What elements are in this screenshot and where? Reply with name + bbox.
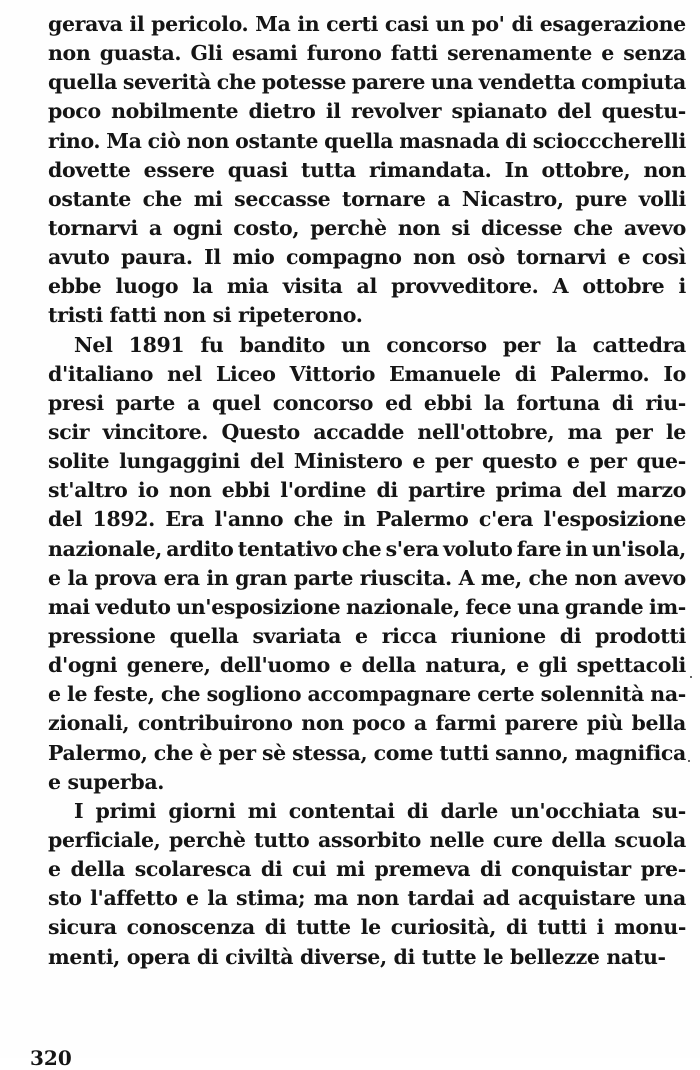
- text-line: avuto paura. Il mio compagno non osò tornarvi e così: [48, 245, 686, 270]
- text-line: e la prova era in gran parte riuscita. A me, che non avevo: [48, 565, 686, 590]
- paragraph: [48, 10, 686, 331]
- text-line: I primi giorni mi contentai di darle un'occhiata su-: [74, 798, 686, 823]
- text-line: d'ogni genere, dell'uomo e della natura, e gli spettacoli: [48, 653, 686, 678]
- text-line: ebbe luogo la mia visita al provveditore. A ottobre i: [48, 274, 686, 299]
- text-line: poco nobilmente dietro il revolver spianato del questu-: [48, 99, 686, 124]
- text-line: e le feste, che sogliono accompagnare certe solennità na-: [48, 682, 686, 707]
- page-body-text: [48, 10, 686, 972]
- text-line: gerava il pericolo. Ma in certi casi un po' di esagerazione: [48, 12, 686, 36]
- text-line: solite lungaggini del Ministero e per questo e per que-: [48, 449, 686, 474]
- text-line: non guasta. Gli esami furono fatti serenamente e senza: [48, 41, 686, 66]
- text-line: st'altro io non ebbi l'ordine di partire prima del marzo: [48, 478, 686, 503]
- text-line: quella severità che potesse parere una vendetta compiuta: [48, 70, 686, 95]
- scan-speck: [688, 760, 690, 762]
- text-line: nazionale, ardito tentativo che s'era voluto fare in un'isola,: [48, 536, 686, 561]
- text-line: presi parte a quel concorso ed ebbi la fortuna di riu-: [48, 390, 686, 415]
- text-line: sicura conoscenza di tutte le curiosità, di tutti i monu-: [48, 915, 686, 940]
- text-line: menti, opera di civiltà diverse, di tutte le bellezze natu-: [48, 944, 666, 969]
- scan-speck: [690, 676, 692, 678]
- text-line: pressione quella svariata e ricca riunione di prodotti: [48, 623, 686, 648]
- text-line: zionali, contribuirono non poco a farmi parere più bella: [48, 711, 686, 736]
- text-line: tornarvi a ogni costo, perchè non si dicesse che avevo: [48, 215, 686, 240]
- text-line: Nel 1891 fu bandito un concorso per la cattedra: [74, 332, 686, 357]
- text-line: perficiale, perchè tutto assorbito nelle cure della scuola: [48, 827, 686, 852]
- text-line: scir vincitore. Questo accadde nell'ottobre, ma per le: [48, 419, 686, 444]
- text-line: del 1892. Era l'anno che in Palermo c'era l'esposizione: [48, 507, 686, 532]
- text-line: Palermo, che è per sè stessa, come tutti sanno, magnifica: [48, 740, 686, 765]
- paragraph: [48, 331, 686, 797]
- text-line: ostante che mi seccasse tornare a Nicastro, pure volli: [48, 186, 686, 211]
- text-line: e superba.: [48, 769, 165, 794]
- text-line: sto l'affetto e la stima; ma non tardai ad acquistare una: [48, 886, 686, 911]
- text-line: rino. Ma ciò non ostante quella masnada di sciocccherelli: [48, 128, 686, 153]
- text-line: mai veduto un'esposizione nazionale, fece una grande im-: [48, 594, 686, 619]
- text-line: tristi fatti non si ripeterono.: [48, 303, 363, 328]
- paragraph: [48, 797, 686, 972]
- text-line: d'italiano nel Liceo Vittorio Emanuele di Palermo. Io: [48, 361, 686, 386]
- text-line: dovette essere quasi tutta rimandata. In ottobre, non: [48, 157, 686, 182]
- text-line: e della scolaresca di cui mi premeva di conquistar pre-: [48, 857, 686, 882]
- page-number: 320: [30, 1046, 72, 1070]
